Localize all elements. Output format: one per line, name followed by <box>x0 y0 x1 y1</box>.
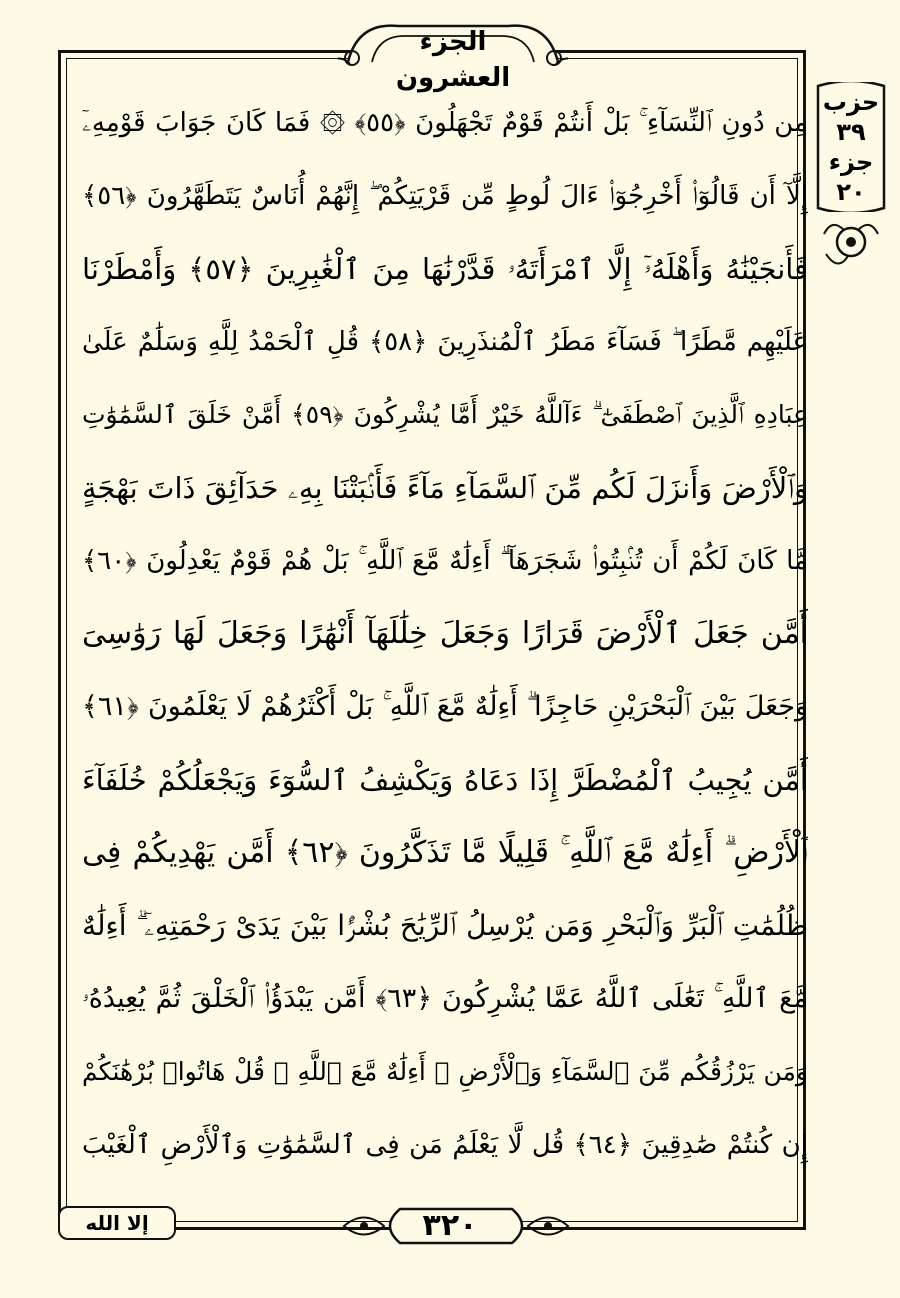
juz-label: جزء <box>828 148 874 176</box>
text-line-3: فَأَنجَيْنَٰهُ وَأَهْلَهُۥٓ إِلَّا ٱمْرَأَتَهُۥ قَدَّرْنَٰهَا مِنَ ٱلْغَٰبِرِينَ ﴿٥٧﴾ وَأَمْطَرْنَا <box>82 252 808 286</box>
juz-number: ٢٠ <box>836 178 866 206</box>
text-line-6: وَٱلْأَرْضَ وَأَنزَلَ لَكُم مِّنَ ٱلسَّمَآءِ مَآءً فَأَنۢبَتْنَا بِهِۦ حَدَآئِقَ ذَاتَ بَهْجَةٍ <box>82 471 808 505</box>
hizb-number: ٣٩ <box>836 118 866 146</box>
side-flourish-ornament <box>812 214 890 274</box>
quran-text-body <box>82 90 808 1198</box>
text-line-14: وَمَن يَرْزُقُكُم مِّنَ ٱلسَّمَآءِ وَٱلْأَرْضِ ۗ أَءِلَٰهٌ مَّعَ ٱللَّهِ ۚ قُلْ هَاتُوا۟ بُرْهَٰنَكُمْ <box>82 1057 808 1086</box>
text-line-2: إِلَّآ أَن قَالُوٓا۟ أَخْرِجُوٓا۟ ءَالَ لُوطٍ مِّن قَرْيَتِكُمْ ۖ إِنَّهُمْ أُنَاسٌ يَتَطَهَّرُونَ ﴿٥٦﴾ <box>82 181 808 211</box>
text-line-10: أَمَّن يُجِيبُ ٱلْمُضْطَرَّ إِذَا دَعَاهُ وَيَكْشِفُ ٱلسُّوٓءَ وَيَجْعَلُكُمْ خُلَفَآءَ <box>82 763 808 797</box>
text-line-13: مَّعَ ٱللَّهِ ۚ تَعَٰلَى ٱللَّهُ عَمَّا يُشْرِكُونَ ﴿٦٣﴾ أَمَّن يَبْدَؤُا۟ ٱلْخَلْقَ ثُمَّ يُعِيدُهُۥ <box>82 983 808 1014</box>
text-line-12: ظُلُمَٰتِ ٱلْبَرِّ وَٱلْبَحْرِ وَمَن يُرْسِلُ ٱلرِّيَٰحَ بُشْرًۢا بَيْنَ يَدَىْ رَحْمَتِهِۦٓ ۗ أَءِلَٰهٌ <box>82 909 808 942</box>
hizb-label: حزب <box>822 88 880 116</box>
text-line-9: وَجَعَلَ بَيْنَ ٱلْبَحْرَيْنِ حَاجِزًا ۗ أَءِلَٰهٌ مَّعَ ٱللَّهِ ۚ بَلْ أَكْثَرُهُمْ لَا يَعْلَمُونَ ﴿٦١﴾ <box>82 691 808 722</box>
catchword: إلا الله <box>85 1211 149 1235</box>
text-line-1: مِن دُونِ ٱلنِّسَآءِ ۚ بَلْ أَنتُمْ قَوْمٌ تَجْهَلُونَ ﴿٥٥﴾ ۞ فَمَا كَانَ جَوَابَ قَوْمِهِۦٓ <box>82 108 808 138</box>
header-title: الجزء العشرون <box>395 27 511 93</box>
text-line-11: ٱلْأَرْضِ ۗ أَءِلَٰهٌ مَّعَ ٱللَّهِ ۚ قَلِيلًا مَّا تَذَكَّرُونَ ﴿٦٢﴾ أَمَّن يَهْدِيكُمْ فِى <box>82 835 808 870</box>
text-line-15: إِن كُنتُمْ صَٰدِقِينَ ﴿٦٤﴾ قُل لَّا يَعْلَمُ مَن فِى ٱلسَّمَٰوَٰتِ وَٱلْأَرْضِ ٱلْغَيْبَ <box>82 1130 808 1160</box>
page-number: ٣٢٠ <box>422 1208 478 1243</box>
text-line-7: مَّا كَانَ لَكُمْ أَن تُنۢبِتُوا۟ شَجَرَهَآ ۗ أَءِلَٰهٌ مَّعَ ٱللَّهِ ۚ بَلْ هُمْ قَوْمٌ يَعْدِلُونَ ﴿٦٠﴾ <box>82 546 808 576</box>
text-line-8: أَمَّن جَعَلَ ٱلْأَرْضَ قَرَارًا وَجَعَلَ خِلَٰلَهَآ أَنْهَٰرًا وَجَعَلَ لَهَا رَوَٰسِىَ <box>82 616 808 651</box>
text-line-4: عَلَيْهِم مَّطَرًا ۖ فَسَآءَ مَطَرُ ٱلْمُنذَرِينَ ﴿٥٨﴾ قُلِ ٱلْحَمْدُ لِلَّهِ وَسَلَٰمٌ عَلَىٰ <box>82 327 808 357</box>
text-line-5: عِبَادِهِ ٱلَّذِينَ ٱصْطَفَىٰٓ ۗ ءَآللَّهُ خَيْرٌ أَمَّا يُشْرِكُونَ ﴿٥٩﴾ أَمَّنْ خَلَقَ ٱلسَّمَٰوَٰتِ <box>82 400 808 429</box>
